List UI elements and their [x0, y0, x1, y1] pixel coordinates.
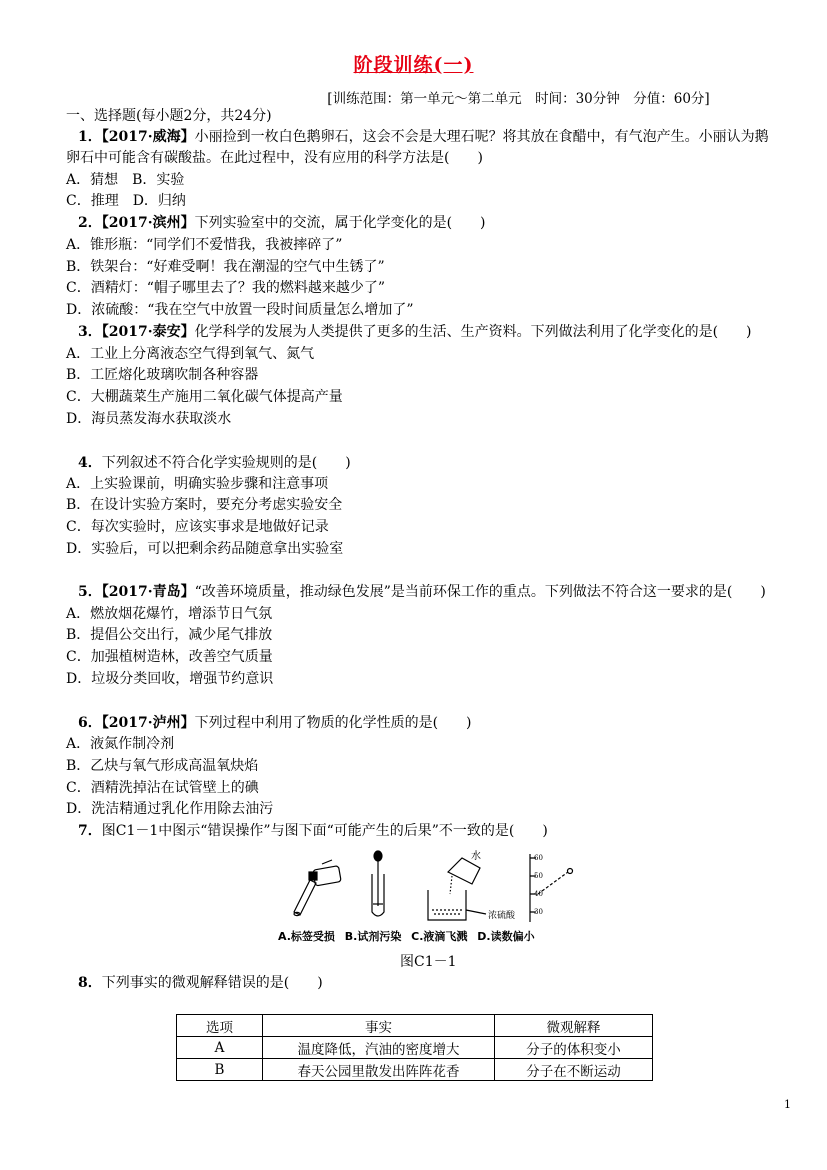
splashing-illustration — [428, 858, 486, 920]
option: C．酒精洗掉沾在试管壁上的碘 — [66, 780, 259, 796]
table-cell: A — [177, 1037, 263, 1059]
option: C．酒精灯：“帽子哪里去了？我的燃料越来越少了” — [66, 280, 386, 296]
table-header: 微观解释 — [495, 1015, 653, 1037]
table-cell: 春天公园里散发出阵阵花香 — [263, 1059, 495, 1081]
section-heading: 一、选择题(每小题2分，共24分) — [66, 108, 272, 124]
table-cell: B — [177, 1059, 263, 1081]
question-3: 3．【2017·泰安】化学科学的发展为人类提供了更多的生活、生产资料。下列做法利用了化学变化的是( ) — [78, 324, 752, 340]
page-number: 1 — [784, 1098, 791, 1111]
water-label: 水 — [471, 851, 481, 862]
option: C．大棚蔬菜生产施用二氧化碳气体提高产量 — [66, 389, 343, 405]
page-title: 阶段训练(一) — [353, 54, 474, 76]
figure-label-a: A.标签受损 — [278, 930, 335, 943]
option: A．猜想 B．实验 — [66, 172, 185, 188]
figure-label-b: B.试剂污染 — [344, 930, 402, 943]
tick-label: 60 — [534, 854, 543, 862]
figure-caption: 图C1－1 — [400, 954, 457, 970]
question-1-continued: 卵石中可能含有碳酸盐。在此过程中，没有应用的科学方法是( ) — [66, 150, 483, 166]
figure-label-d: D.读数偏小 — [477, 930, 535, 943]
option: D．实验后，可以把剩余药品随意拿出实验室 — [66, 541, 344, 557]
option: A．液氮作制冷剂 — [66, 736, 175, 752]
table-header: 选项 — [177, 1015, 263, 1037]
reagent-contamination-illustration — [372, 851, 384, 916]
option: B．提倡公交出行，减少尾气排放 — [66, 627, 273, 643]
option: A．燃放烟花爆竹，增添节日气氛 — [66, 606, 273, 622]
option: B．在设计实验方案时，要充分考虑实验安全 — [66, 497, 343, 513]
question-4: 4．下列叙述不符合化学实验规则的是( ) — [78, 455, 351, 471]
option: D．垃圾分类回收，增强节约意识 — [66, 671, 274, 687]
option: D．浓硫酸：“我在空气中放置一段时间质量怎么增加了” — [66, 302, 414, 318]
option: A．锥形瓶：“同学们不爱惜我，我被摔碎了” — [66, 237, 343, 253]
table-cell: 温度降低，汽油的密度增大 — [263, 1037, 495, 1059]
table-cell: 分子的体积变小 — [495, 1037, 653, 1059]
option: A．上实验课前，明确实验步骤和注意事项 — [66, 476, 329, 492]
question-1: 1．【2017·威海】小丽捡到一枚白色鹅卵石，这会不会是大理石呢？将其放在食醋中，有气泡产生。小丽认为鹅 — [78, 129, 769, 145]
tick-label: 50 — [534, 872, 543, 880]
option: C．加强植树造林，改善空气质量 — [66, 649, 273, 665]
option: C．推理 D．归纳 — [66, 193, 186, 209]
option: D．洗洁精通过乳化作用除去油污 — [66, 801, 274, 817]
tick-label: 30 — [534, 908, 543, 916]
table-cell: 分子在不断运动 — [495, 1059, 653, 1081]
option: B．工匠熔化玻璃吹制各种容器 — [66, 367, 259, 383]
option: B．铁架台：“好难受啊！我在潮湿的空气中生锈了” — [66, 259, 385, 275]
question-5: 5．【2017·青岛】“改善环境质量，推动绿色发展”是当前环保工作的重点。下列做法不符合这一要求的是( ) — [78, 584, 766, 600]
question-8: 8．下列事实的微观解释错误的是( ) — [78, 975, 323, 991]
table-row — [177, 1037, 653, 1059]
tick-label: 40 — [534, 890, 543, 898]
labels-damaged-illustration — [294, 860, 341, 916]
option: C．每次实验时，应该实事求是地做好记录 — [66, 519, 329, 535]
table-header-row — [177, 1015, 653, 1037]
option: B．乙炔与氧气形成高温氧炔焰 — [66, 758, 259, 774]
question-7: 7．图C1－1中图示“错误操作”与图下面“可能产生的后果”不一致的是( ) — [78, 823, 548, 839]
question-2: 2．【2017·滨州】下列实验室中的交流，属于化学变化的是( ) — [78, 215, 486, 231]
figure-label-c: C.液滴飞溅 — [411, 930, 468, 943]
acid-label: 浓硫酸 — [488, 911, 516, 921]
table-row — [177, 1059, 653, 1081]
option: A．工业上分离液态空气得到氧气、氮气 — [66, 346, 315, 362]
training-range: [训练范围：第一单元～第二单元 时间：30分钟 分值：60分] — [327, 91, 710, 107]
table-header: 事实 — [263, 1015, 495, 1037]
facts-table — [176, 1014, 653, 1081]
option: D．海员蒸发海水获取淡水 — [66, 411, 232, 427]
figure-labels — [278, 928, 541, 944]
question-6: 6．【2017·泸州】下列过程中利用了物质的化学性质的是( ) — [78, 715, 472, 731]
